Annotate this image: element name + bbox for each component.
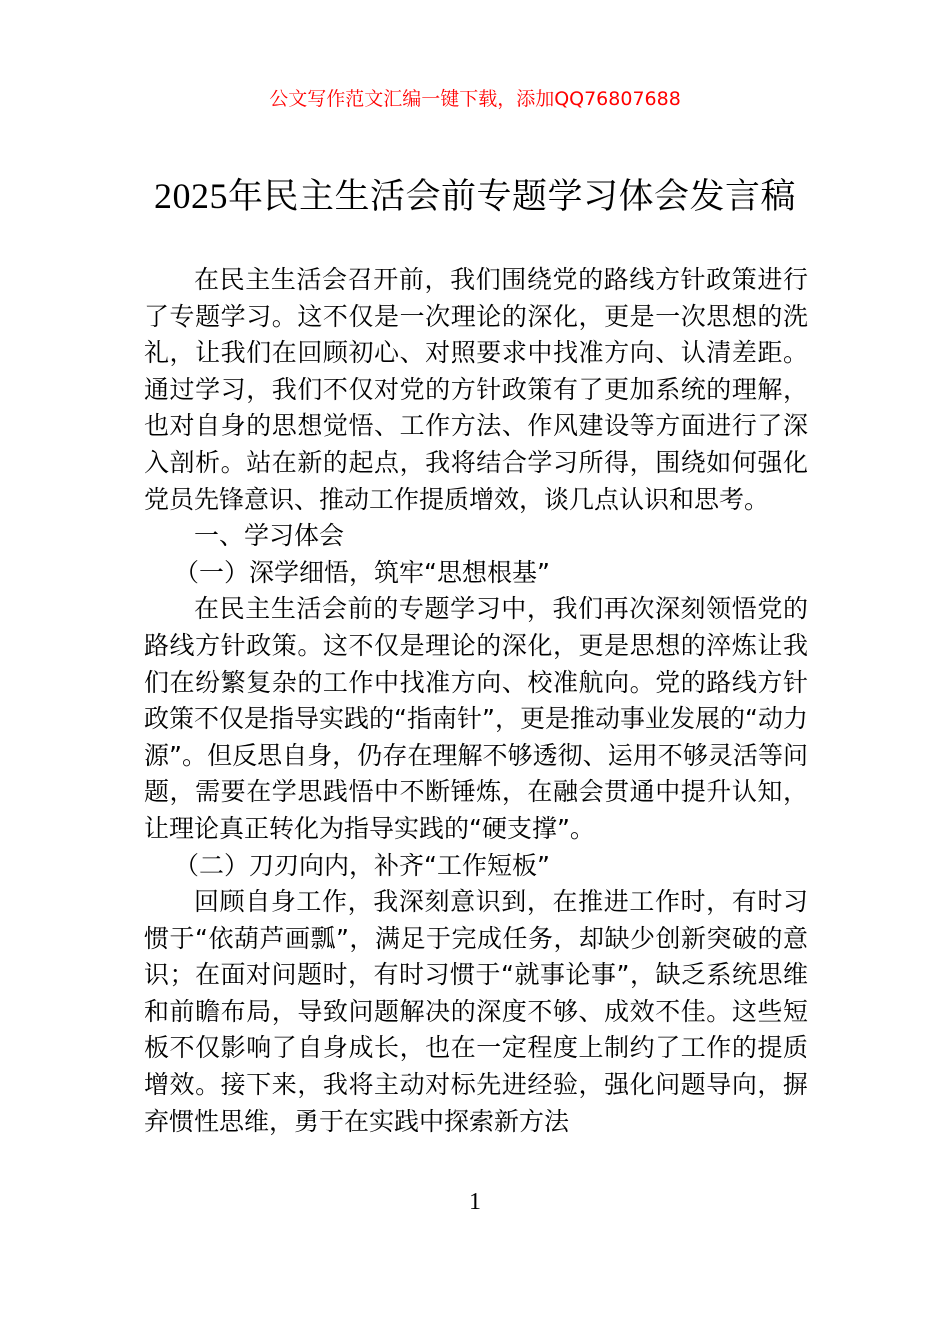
- document-title-text: 年民主生活会前专题学习体会发言稿: [227, 177, 796, 217]
- document-title: [0, 172, 950, 221]
- subsection-paragraph-1: 在民主生活会前的专题学习中，我们再次深刻领悟党的路线方针政策。这不仅是理论的深化，更是思想的淬炼让我们在纷繁复杂的工作中找准方向、校准航向。党的路线方针政策不仅是指导实践的“指南针”，更是推动事业发展的“动力源”。但反思自身，仍存在理解不够透彻、运用不够灵活等问题，需要在学思践悟中不断锤炼，在融会贯通中提升认知，让理论真正转化为指导实践的“硬支撑”。: [144, 594, 808, 843]
- page-number: 1: [469, 1189, 481, 1215]
- document-title-year: 2025: [153, 176, 228, 216]
- section-heading-1: 一、学习体会: [194, 521, 345, 551]
- subsection-paragraph-2: 回顾自身工作，我深刻意识到，在推进工作时，有时习惯于“依葫芦画瓢”，满足于完成任务，却缺少创新突破的意识；在面对问题时，有时习惯于“就事论事”，缺乏系统思维和前瞻布局，导致问题解决的深度不够、成效不佳。这些短板不仅影响了自身成长，也在一定程度上制约了工作的提质增效。接下来，我将主动对标先进经验，强化问题导向，摒弃惯性思维，勇于在实践中探索新方法: [144, 887, 808, 1136]
- subsection-heading-2: （二）刀刃向内，补齐“工作短板”: [174, 850, 550, 880]
- document-body: [144, 262, 808, 1140]
- header-download-note: 公文写作范文汇编一键下载，添加QQ76807688: [269, 88, 681, 110]
- subsection-heading-1: （一）深学细悟，筑牢“思想根基”: [174, 557, 550, 587]
- intro-paragraph: 在民主生活会召开前，我们围绕党的路线方针政策进行了专题学习。这不仅是一次理论的深化，更是一次思想的洗礼，让我们在回顾初心、对照要求中找准方向、认清差距。通过学习，我们不仅对党的方针政策有了更加系统的理解，也对自身的思想觉悟、工作方法、作风建设等方面进行了深入剖析。站在新的起点，我将结合学习所得，围绕如何强化党员先锋意识、推动工作提质增效，谈几点认识和思考。: [144, 265, 808, 514]
